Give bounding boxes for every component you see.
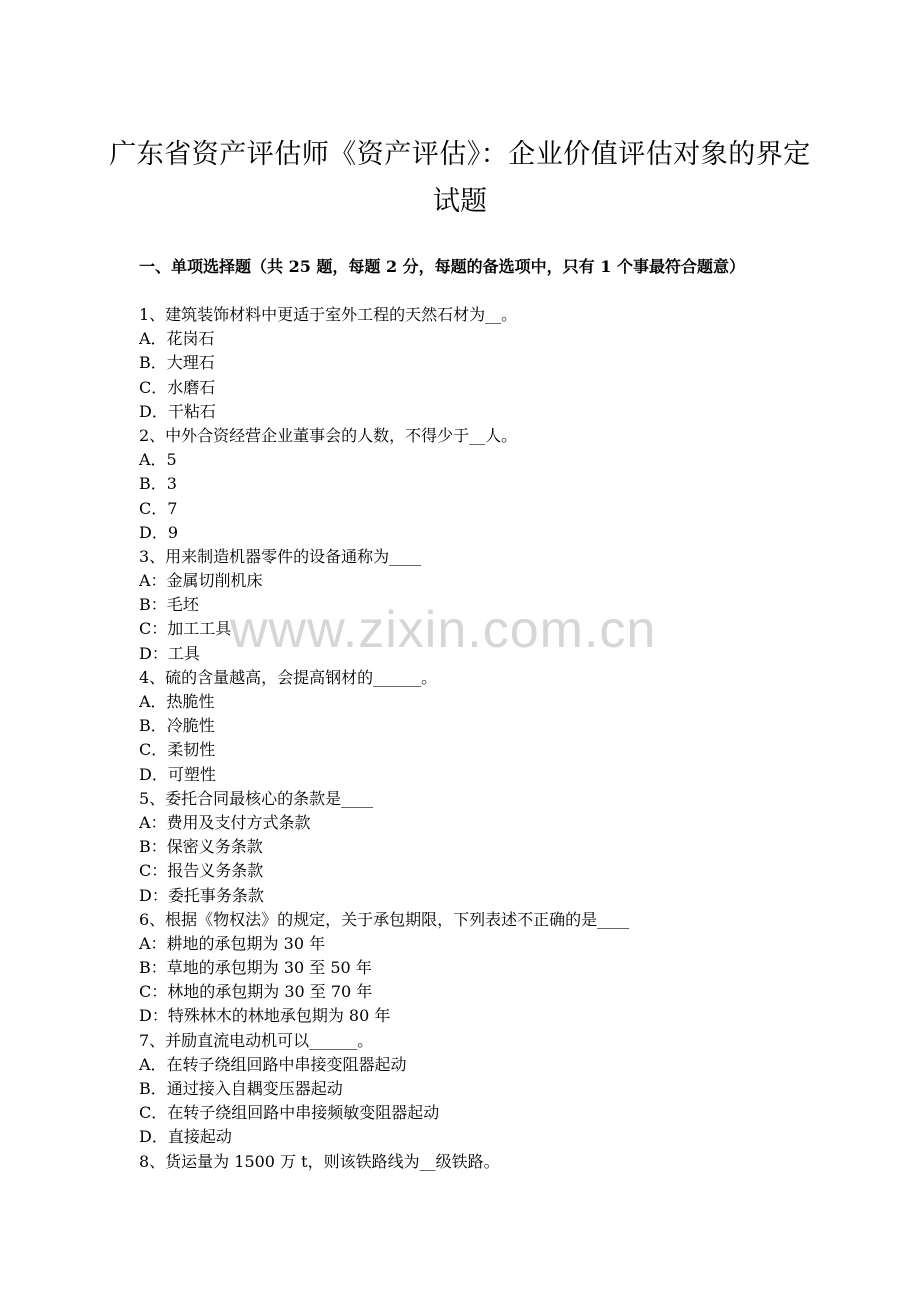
option-line: D．9 [139, 522, 179, 542]
option-line: B：毛坯 [139, 595, 199, 615]
option-line: C．在转子绕组回路中串接频敏变阻器起动 [139, 1103, 440, 1123]
option-line: A．在转子绕组回路中串接变阻器起动 [139, 1054, 407, 1074]
question-line: 5、委托合同最核心的条款是____ [139, 788, 374, 808]
question-list [139, 303, 799, 1174]
question-line: 3、用来制造机器零件的设备通称为____ [139, 546, 422, 566]
document-title-continued: 试题 [433, 186, 487, 217]
question-line: 7、并励直流电动机可以______。 [139, 1030, 374, 1050]
option-line: C．7 [139, 498, 178, 518]
option-line: C：报告义务条款 [139, 861, 264, 881]
option-line: A：耕地的承包期为 30 年 [139, 933, 326, 953]
section-heading: 一、单项选择题（共 25 题，每题 2 分，每题的备选项中，只有 1 个事最符合题意） [139, 257, 745, 276]
question-line: 4、硫的含量越高，会提高钢材的______。 [139, 667, 438, 687]
option-line: D．干粘石 [139, 401, 216, 421]
question-line: 8、货运量为 1500 万 t，则该铁路线为__级铁路。 [139, 1151, 500, 1171]
option-line: B：草地的承包期为 30 至 50 年 [139, 958, 372, 978]
option-line: D：特殊林木的林地承包期为 80 年 [139, 1006, 391, 1026]
option-line: B．通过接入自耦变压器起动 [139, 1079, 343, 1098]
option-line: A．热脆性 [139, 692, 215, 711]
option-line: C．柔韧性 [139, 740, 216, 760]
option-line: A：金属切削机床 [139, 571, 263, 591]
option-line: A．5 [139, 450, 177, 470]
option-line: D．直接起动 [139, 1127, 232, 1147]
watermark: www.zixin.com.cn [230, 601, 657, 659]
option-line: B：保密义务条款 [139, 837, 263, 857]
option-line: B．冷脆性 [139, 716, 215, 736]
document-title: 广东省资产评估师《资产评估》：企业价值评估对象的界定 [109, 139, 811, 170]
option-line: D．可塑性 [139, 764, 216, 784]
question-line: 6、根据《物权法》的规定，关于承包期限，下列表述不正确的是____ [139, 909, 630, 929]
option-line: A：费用及支付方式条款 [139, 812, 311, 832]
question-line: 1、建筑装饰材料中更适于室外工程的天然石材为__。 [139, 305, 518, 324]
option-line: D：工具 [139, 643, 200, 663]
option-line: C：加工工具 [139, 619, 232, 639]
option-line: A．花岗石 [139, 329, 215, 349]
question-line: 2、中外合资经营企业董事会的人数，不得少于__人。 [139, 425, 518, 445]
option-line: D：委托事务条款 [139, 885, 264, 905]
option-line: B．大理石 [139, 353, 215, 373]
option-line: B．3 [139, 474, 177, 494]
option-line: C．水磨石 [139, 377, 216, 397]
option-line: C：林地的承包期为 30 至 70 年 [139, 982, 373, 1002]
